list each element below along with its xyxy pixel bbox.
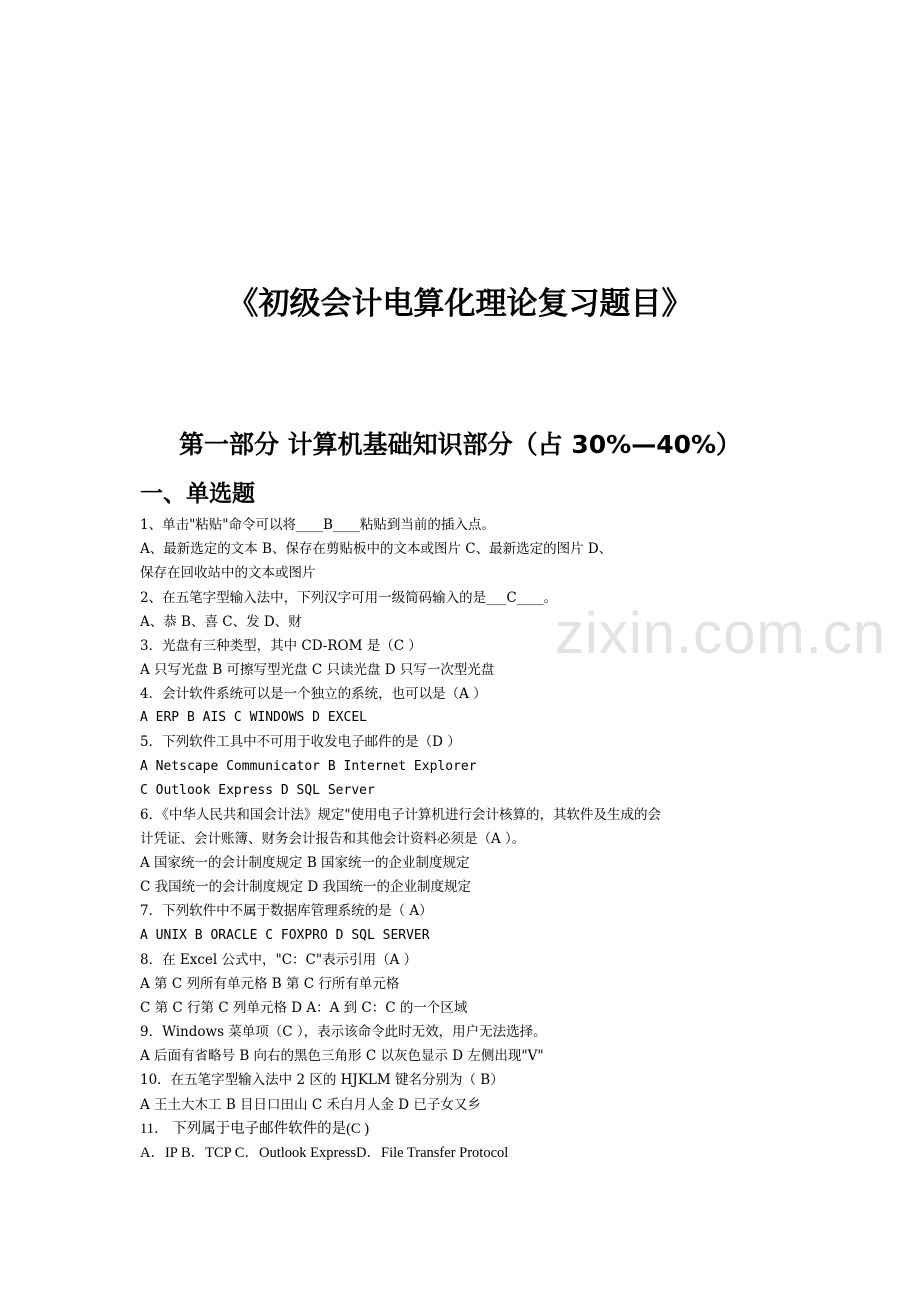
question-line: 4．会计软件系统可以是一个独立的系统，也可以是（A ） [140, 686, 487, 702]
document-title: 《初级会计电算化理论复习题目》 [227, 286, 693, 322]
option-line: A 王土大木工 B 目日口田山 C 禾白月人金 D 已子女又乡 [140, 1097, 481, 1113]
question-line: 3．光盘有三种类型，其中 CD-ROM 是（C ） [140, 638, 422, 654]
section-heading: 一、单选题 [140, 481, 255, 507]
option-line: A 后面有省略号 B 向右的黑色三角形 C 以灰色显示 D 左侧出现"V" [140, 1048, 544, 1064]
watermark: zixin.com.cn [555, 601, 887, 666]
option-line: C 我国统一的会计制度规定 D 我国统一的企业制度规定 [140, 879, 472, 895]
question-line: 6．《中华人民共和国会计法》规定"使用电子计算机进行会计核算的，其软件及生成的会 [140, 807, 662, 823]
question-line: 9．Windows 菜单项（C ），表示该命令此时无效，用户无法选择。 [140, 1024, 547, 1040]
question-line: 10．在五笔字型输入法中 2 区的 HJKLM 键名分别为（ B） [140, 1072, 504, 1088]
part-heading: 第一部分 计算机基础知识部分（占 30%—40%） [178, 430, 742, 459]
option-line: C 第 C 行第 C 列单元格 D A：A 到 C：C 的一个区域 [140, 1000, 468, 1016]
option-line: A、恭 B、喜 C、发 D、财 [140, 614, 302, 630]
question-line: 8．在 Excel 公式中，"C：C"表示引用（A ） [140, 952, 418, 968]
option-line: 保存在回收站中的文本或图片 [140, 565, 316, 581]
option-line: A Netscape Communicator B Internet Explorer [140, 759, 477, 774]
option-line: A、最新选定的文本 B、保存在剪贴板中的文本或图片 C、最新选定的图片 D、 [140, 541, 613, 557]
option-line: A．IP B．TCP C．Outlook ExpressD．File Transfer Protocol [140, 1145, 509, 1161]
question-line: 2、在五笔字型输入法中，下列汉字可用一级简码输入的是___C____。 [140, 590, 558, 606]
option-line: A ERP B AIS C WINDOWS D EXCEL [140, 710, 367, 725]
question-line: 5．下列软件工具中不可用于收发电子邮件的是（D ） [140, 734, 461, 750]
option-line: A 国家统一的会计制度规定 B 国家统一的企业制度规定 [140, 855, 470, 871]
question-line: 11． 下列属于电子邮件软件的是(C ) [140, 1121, 370, 1137]
question-line: 1、单击"粘贴"命令可以将____B____粘贴到当前的插入点。 [140, 517, 495, 533]
question-line: 7．下列软件中不属于数据库管理系统的是（ A） [140, 903, 433, 919]
option-line: C Outlook Express D SQL Server [140, 783, 375, 798]
option-line: A 只写光盘 B 可擦写型光盘 C 只读光盘 D 只写一次型光盘 [140, 662, 495, 678]
option-line: A 第 C 列所有单元格 B 第 C 行所有单元格 [140, 976, 400, 992]
question-line: 计凭证、会计账簿、财务会计报告和其他会计资料必须是（A ）。 [140, 831, 526, 847]
option-line: A UNIX B ORACLE C FOXPRO D SQL SERVER [140, 928, 430, 943]
